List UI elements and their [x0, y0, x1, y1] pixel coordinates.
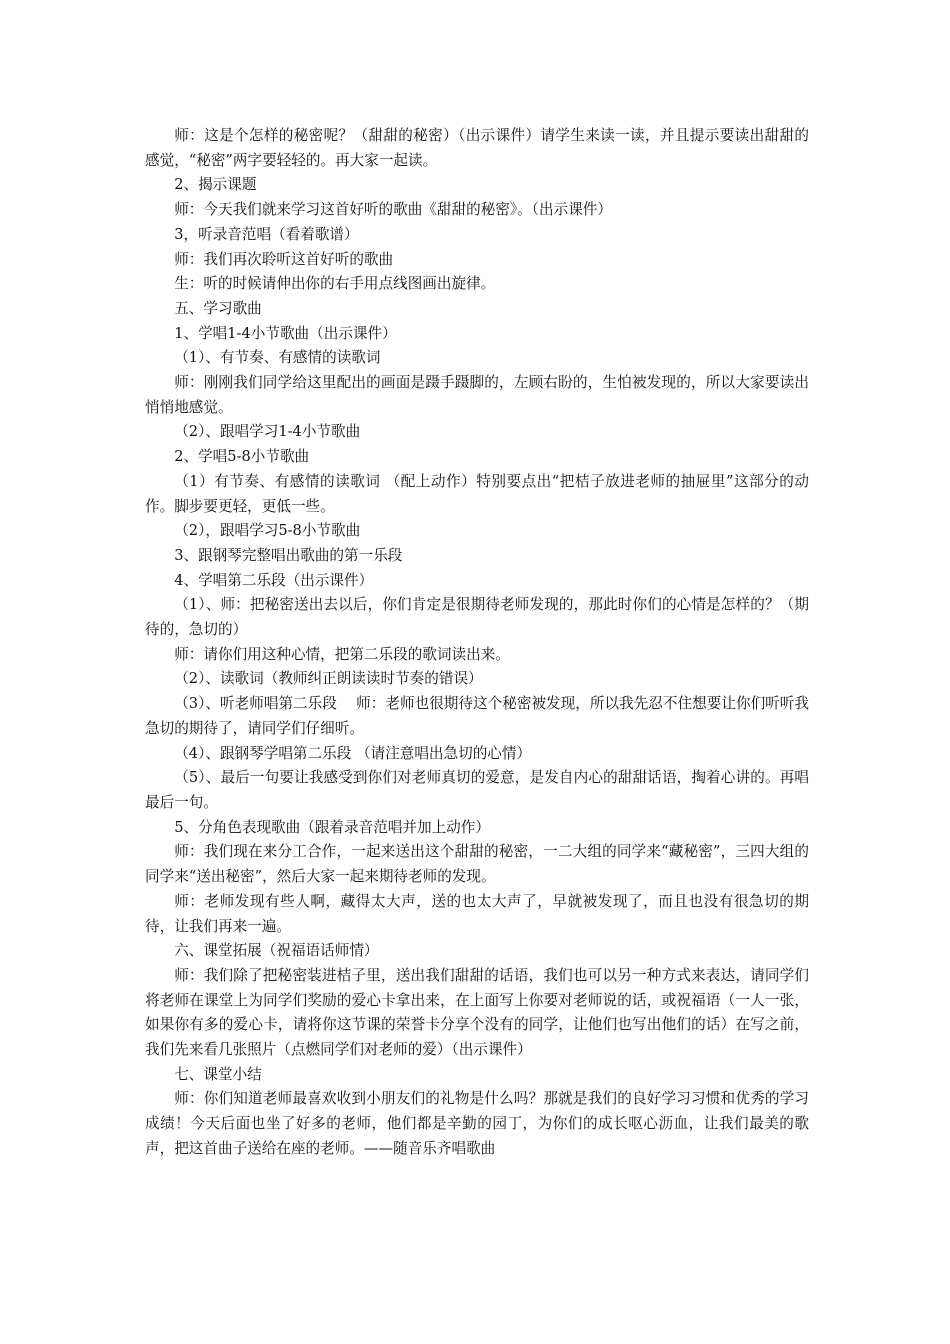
list-item: （1）、有节奏、有感情的读歌词	[174, 349, 381, 367]
section-heading: 1、学唱1-4小节歌曲（出示课件）	[174, 324, 397, 342]
list-item: （2）、读歌词（教师纠正朗读读时节奏的错误）	[174, 670, 483, 688]
paragraph: 师：今天我们就来学习这首好听的歌曲《甜甜的秘密》。（出示课件）	[174, 201, 612, 219]
document-page	[145, 124, 809, 1162]
section-heading: 五、学习歌曲	[174, 299, 262, 317]
paragraph: 师：请你们用这种心情，把第二乐段的歌词读出来。	[174, 645, 510, 663]
list-item: （2），跟唱学习5-8小节歌曲	[174, 522, 361, 540]
list-item: （5）、最后一句要让我感受到你们对老师真切的爱意，是发自内心的甜甜话语，掏着心讲的。再唱最后一句。	[145, 769, 809, 811]
paragraph: 师：你们知道老师最喜欢收到小朋友们的礼物是什么吗？那就是我们的良好学习习惯和优秀的学习成绩！今天后面也坐了好多的老师，他们都是辛勤的园丁，为你们的成长呕心沥血，让我们最美的歌声，把这首曲子送给在座的老师。——随音乐齐唱歌曲	[145, 1090, 809, 1157]
section-heading: 3、跟钢琴完整唱出歌曲的第一乐段	[174, 546, 403, 564]
paragraph: 师：刚刚我们同学给这里配出的画面是蹑手蹑脚的，左顾右盼的，生怕被发现的，所以大家要读出悄悄地感觉。	[145, 374, 809, 416]
paragraph: 师：这是个怎样的秘密呢？（甜甜的秘密）（出示课件）请学生来读一读，并且提示要读出甜甜的感觉，“秘密”两字要轻轻的。再大家一起读。	[145, 127, 809, 169]
section-heading: 2、学唱5-8小节歌曲	[174, 448, 310, 466]
list-item: （1）、师：把秘密送出去以后，你们肯定是很期待老师发现的，那此时你们的心情是怎样的？（期待的，急切的）	[145, 596, 809, 639]
list-item: （1）有节奏、有感情的读歌词 （配上动作）特别要点出“把桔子放进老师的抽屉里”这部分的动作。脚步要更轻，更低一些。	[145, 472, 809, 515]
paragraph: 生：听的时候请伸出你的右手用点线图画出旋律。	[174, 275, 496, 293]
paragraph: 师：我们再次聆听这首好听的歌曲	[174, 250, 394, 268]
section-heading: 七、课堂小结	[174, 1065, 262, 1083]
list-item: （4）、跟钢琴学唱第二乐段 （请注意唱出急切的心情）	[174, 744, 532, 762]
paragraph: 师：我们现在来分工合作，一起来送出这个甜甜的秘密，一二大组的同学来“藏秘密”，三四大组的同学来“送出秘密”，然后大家一起来期待老师的发现。	[145, 843, 809, 886]
section-heading: 5、分角色表现歌曲（跟着录音范唱并加上动作）	[174, 818, 490, 836]
section-heading: 六、课堂拓展（祝福语话师情）	[174, 942, 379, 960]
section-heading: 3，听录音范唱（看着歌谱）	[174, 225, 359, 243]
paragraph: 师：我们除了把秘密装进桔子里，送出我们甜甜的话语，我们也可以另一种方式来表达，请同学们将老师在课堂上为同学们奖励的爱心卡拿出来，在上面写上你要对老师说的话，或祝福语（一人一张，如果你有多的爱心卡，请将你这节课的荣誉卡分享个没有的同学，让他们也写出他们的话）在写之前，我们先来看几张照片（点燃同学们对老师的爱）（出示课件）	[145, 966, 809, 1059]
list-item: （2）、跟唱学习1-4小节歌曲	[174, 423, 361, 441]
section-heading: 2、揭示课题	[174, 176, 257, 194]
paragraph: 师：老师发现有些人啊，藏得太大声，送的也太大声了，早就被发现了，而且也没有很急切的期待，让我们再来一遍。	[145, 892, 809, 935]
list-item: （3）、听老师唱第二乐段 师：老师也很期待这个秘密被发现，所以我先忍不住想要让你们听听我急切的期待了，请同学们仔细听。	[145, 695, 809, 737]
section-heading: 4、学唱第二乐段（出示课件）	[174, 571, 374, 589]
